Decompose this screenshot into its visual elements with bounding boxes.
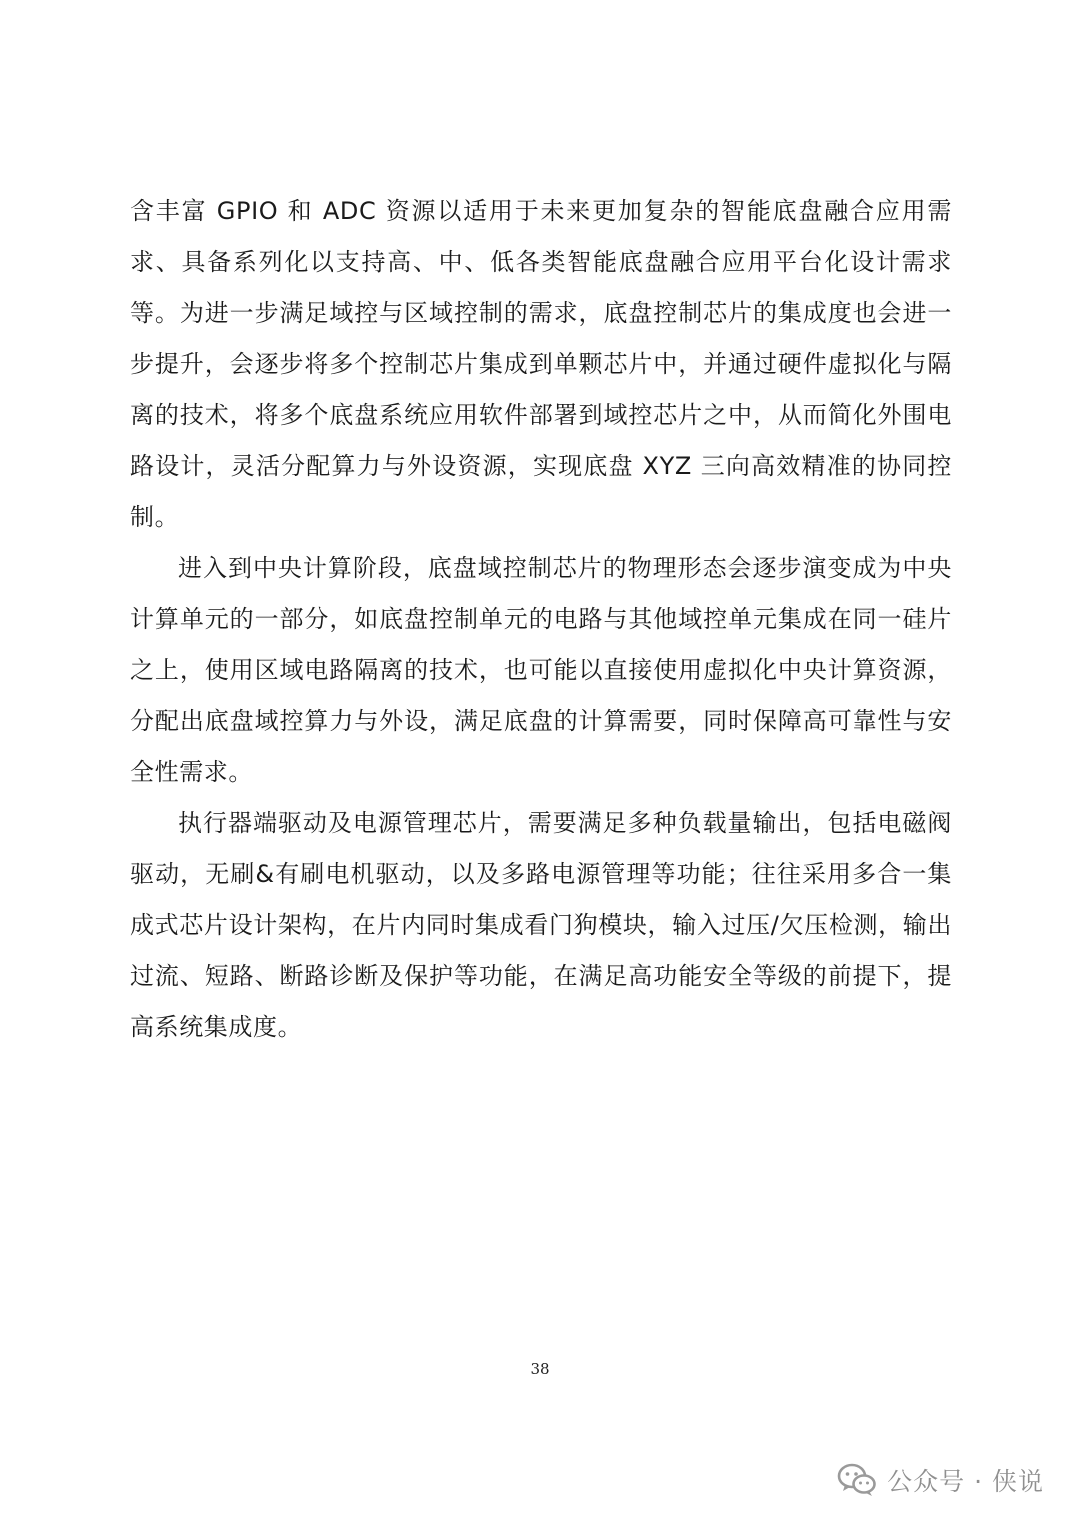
page-number: 38 xyxy=(530,1360,550,1378)
body-text xyxy=(130,186,952,1053)
paragraph-2: 进入到中央计算阶段，底盘域控制芯片的物理形态会逐步演变成为中央计算单元的一部分，如底盘控制单元的电路与其他域控单元集成在同一硅片之上，使用区域电路隔离的技术，也可能以直接使用虚拟化中央计算资源，分配出底盘域控算力与外设，满足底盘的计算需要，同时保障高可靠性与安全性需求。 xyxy=(130,554,952,786)
watermark xyxy=(837,1462,1044,1498)
paragraph-3: 执行器端驱动及电源管理芯片，需要满足多种负载量输出，包括电磁阀驱动，无刷&有刷电机驱动，以及多路电源管理等功能；往往采用多合一集成式芯片设计架构，在片内同时集成看门狗模块，输入过压/欠压检测，输出过流、短路、断路诊断及保护等功能，在满足高功能安全等级的前提下，提高系统集成度。 xyxy=(130,809,952,1041)
wechat-icon xyxy=(837,1463,877,1497)
watermark-text: 公众号 · 侠说 xyxy=(887,1467,1044,1496)
paragraph-1: 含丰富 GPIO 和 ADC 资源以适用于未来更加复杂的智能底盘融合应用需求、具备系列化以支持高、中、低各类智能底盘融合应用平台化设计需求等。为进一步满足域控与区域控制的需求，底盘控制芯片的集成度也会进一步提升，会逐步将多个控制芯片集成到单颗芯片中，并通过硬件虚拟化与隔离的技术，将多个底盘系统应用软件部署到域控芯片之中，从而简化外围电路设计，灵活分配算力与外设资源，实现底盘 XYZ 三向高效精准的协同控制。 xyxy=(130,197,952,531)
